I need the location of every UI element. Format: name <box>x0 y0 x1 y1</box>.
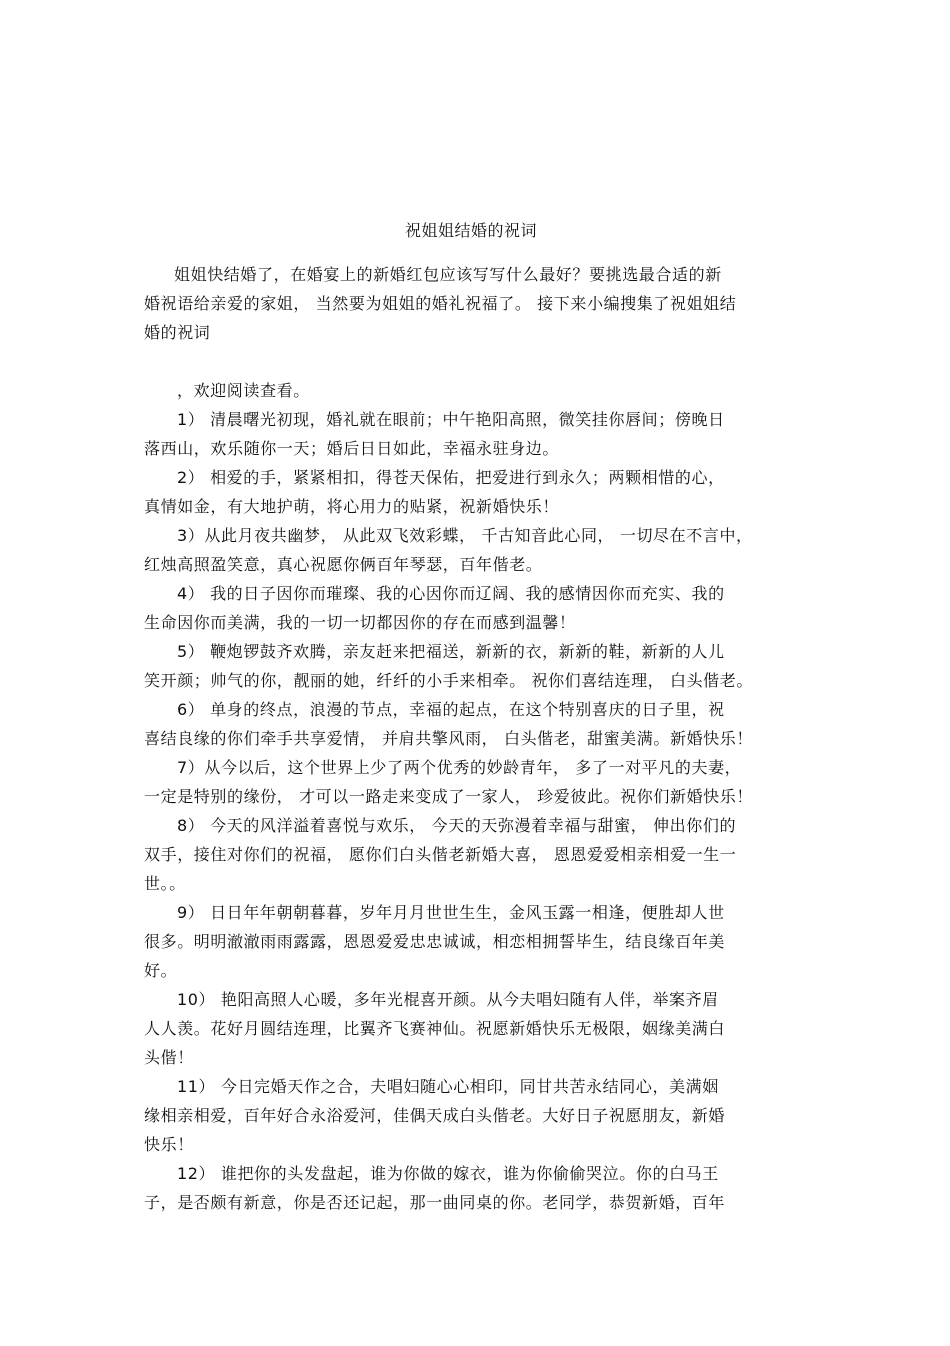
list-item-line: 一定是特别的缘份， 才可以一路走来变成了一家人， 珍爱彼此。祝你们新婚快乐！ <box>144 787 753 806</box>
list-item-line: 快乐！ <box>144 1135 194 1154</box>
list-item-line: 生命因你而美满，我的一切一切都因你的存在而感到温馨！ <box>144 613 576 632</box>
list-item-line: 红烛高照盈笑意，真心祝愿你俩百年琴瑟，百年偕老。 <box>144 555 543 574</box>
list-item-line: 世。。 <box>144 874 186 893</box>
list-item-line: 12） 谁把你的头发盘起，谁为你做的嫁衣，谁为你偷偷哭泣。你的白马王 <box>177 1164 719 1183</box>
list-item-line: 9） 日日年年朝朝暮暮，岁年月月世世生生，金风玉露一相逢，便胜却人世 <box>177 903 725 922</box>
list-item-line: 10） 艳阳高照人心暖，多年光棍喜开颜。从今夫唱妇随有人伴，举案齐眉 <box>177 990 719 1009</box>
document-title: 祝姐姐结婚的祝词 <box>404 221 537 240</box>
list-item-line: 笑开颜；帅气的你，靓丽的她，纤纤的小手来相牵。 祝你们喜结连理， 白头偕老。 <box>144 671 753 690</box>
list-item-line: 子，是否颇有新意，你是否还记起，那一曲同桌的你。老同学，恭贺新婚，百年 <box>144 1193 726 1212</box>
list-item-line: 3）从此月夜共幽梦， 从此双飞效彩蝶， 千古知音此心同， 一切尽在不言中， <box>177 526 753 545</box>
list-item-line: 头偕！ <box>144 1048 194 1067</box>
intro-tail: ，欢迎阅读查看。 <box>177 381 310 400</box>
paragraph-gap <box>144 347 804 376</box>
list-item-line: 双手，接住对你们的祝福， 愿你们白头偕老新婚大喜， 恩恩爱爱相亲相爱一生一 <box>144 845 737 864</box>
list-item-line: 4） 我的日子因你而璀璨、我的心因你而辽阔、我的感情因你而充实、我的 <box>177 584 725 603</box>
list-item-line: 7）从今以后，这个世界上少了两个优秀的妙龄青年， 多了一对平凡的夫妻， <box>177 758 742 777</box>
list-item-line: 很多。明明澈澈雨雨露露，恩恩爱爱忠忠诚诚，相恋相拥誓毕生，结良缘百年美 <box>144 932 726 951</box>
list-item-line: 8） 今天的风洋溢着喜悦与欢乐， 今天的天弥漫着幸福与甜蜜， 伸出你们的 <box>177 816 737 835</box>
list-item-line: 1） 清晨曙光初现，婚礼就在眼前；中午艳阳高照，微笑挂你唇间；傍晚日 <box>177 410 725 429</box>
list-item-line: 落西山，欢乐随你一天；婚后日日如此，幸福永驻身边。 <box>144 439 560 458</box>
list-item-line: 人人羡。花好月圆结连理，比翼齐飞赛神仙。祝愿新婚快乐无极限，姻缘美满白 <box>144 1019 726 1038</box>
list-item-line: 真情如金，有大地护萌，将心用力的贴紧，祝新婚快乐！ <box>144 497 560 516</box>
intro-line: 婚祝语给亲爱的家姐， 当然要为姐姐的婚礼祝福了。 接下来小编搜集了祝姐姐结 <box>144 294 737 313</box>
list-item-line: 好。 <box>144 961 178 980</box>
list-item-line: 11） 今日完婚天作之合，夫唱妇随心心相印，同甘共苦永结同心，美满姻 <box>177 1077 719 1096</box>
intro-line: 婚的祝词 <box>144 323 211 342</box>
list-item-line: 6） 单身的终点，浪漫的节点，幸福的起点，在这个特别喜庆的日子里，祝 <box>177 700 725 719</box>
intro-line: 姐姐快结婚了，在婚宴上的新婚红包应该写写什么最好？要挑选最合适的新 <box>174 265 722 284</box>
list-item-line: 5） 鞭炮锣鼓齐欢腾，亲友赶来把福送，新新的衣，新新的鞋，新新的人儿 <box>177 642 725 661</box>
list-item-line: 喜结良缘的你们牵手共享爱情， 并肩共擎风雨， 白头偕老，甜蜜美满。新婚快乐！ <box>144 729 753 748</box>
document-body <box>144 260 804 1217</box>
list-item-line: 缘相亲相爱，百年好合永浴爱河，佳偶天成白头偕老。大好日子祝愿朋友，新婚 <box>144 1106 726 1125</box>
list-item-line: 2） 相爱的手，紧紧相扣，得苍天保佑，把爱进行到永久；两颗相惜的心， <box>177 468 725 487</box>
